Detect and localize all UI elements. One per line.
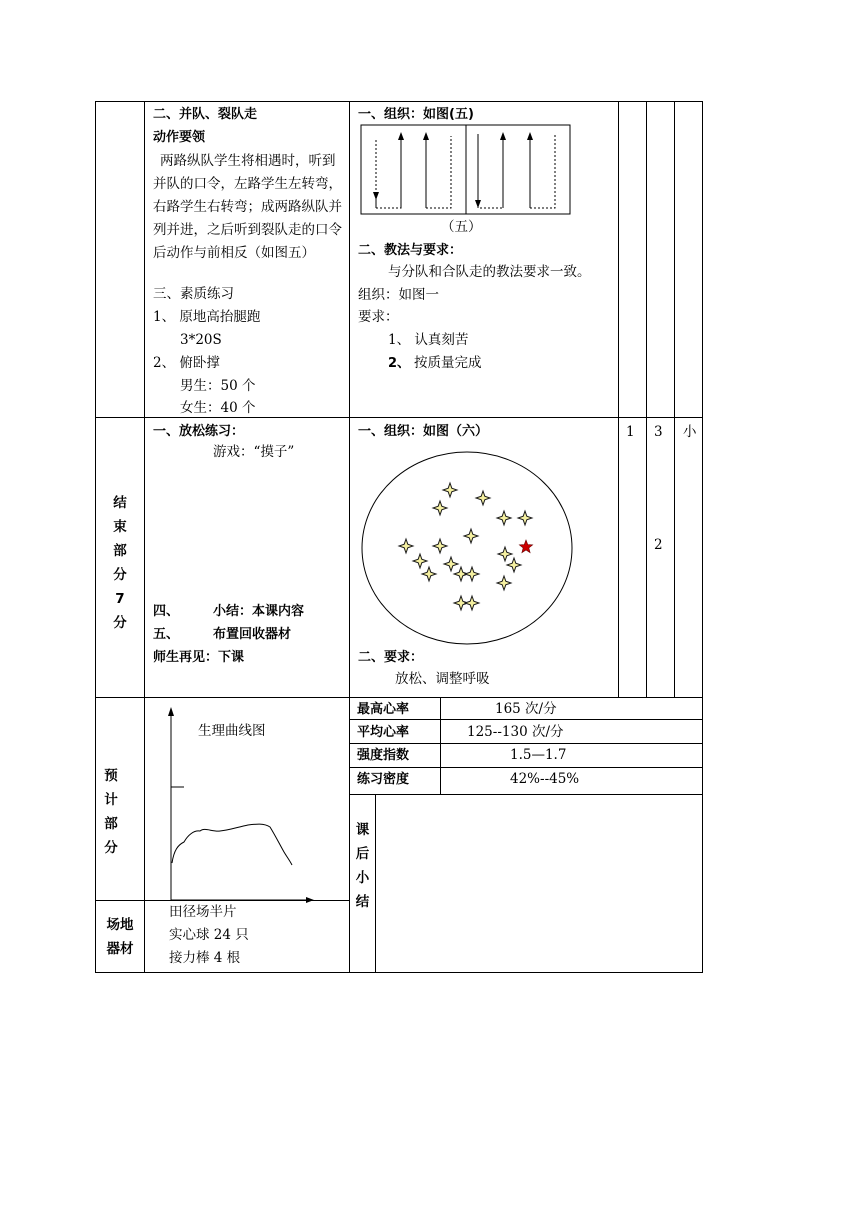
col-intensity: 小: [683, 424, 697, 440]
action-description: 两路纵队学生将相遇时，听到并队的口令，左路学生左转弯，右路学生右转弯；成两路纵队并列并进，之后听到裂队走的口令后动作与前相反（如图五）: [153, 153, 342, 261]
student-star-icon: [497, 511, 511, 525]
ending-section-label: 结 束 部 分 7 分: [113, 495, 127, 631]
org-heading: 一、组织：如图(五): [358, 107, 474, 122]
section-subheading: 动作要领: [153, 130, 206, 145]
stat-value: 42%--45%: [510, 771, 580, 787]
forecast-section-label: 预 计 部 分: [104, 768, 118, 856]
student-star-icon: [498, 547, 512, 561]
student-star-icon: [413, 554, 427, 568]
stat-label: 平均心率: [357, 725, 410, 740]
game-name: 游戏：“摸子”: [213, 444, 295, 460]
figure-five-diagram: [360, 124, 572, 216]
stat-label: 最高心率: [357, 702, 410, 717]
venue-item: 田径场半片: [169, 904, 237, 920]
student-star-icon: [433, 501, 447, 515]
student-star-icon: [476, 491, 490, 505]
stat-value: 1.5—1.7: [510, 747, 567, 763]
student-star-icon: [443, 483, 457, 497]
list-item: 男生：50 个: [180, 378, 256, 394]
method-text: 与分队和合队走的教法要求一致。: [388, 264, 591, 280]
equipment-text: 布置回收器材: [213, 627, 292, 642]
col-count: 1: [626, 424, 635, 440]
list-item: 3*20S: [180, 332, 222, 348]
red-star-icon: [519, 540, 532, 553]
list-item: 1、 原地高抬腿跑: [153, 309, 261, 325]
figure-six-diagram: [360, 450, 575, 648]
student-star-icon: [399, 539, 413, 553]
student-star-icon: [433, 539, 447, 553]
venue-item: 接力棒 4 根: [169, 950, 241, 966]
requirement-label: 要求：: [358, 309, 399, 325]
stat-value: 125--130 次/分: [467, 724, 564, 740]
summary-text: 小结：本课内容: [213, 604, 305, 619]
col-time: 3: [654, 424, 663, 440]
section-heading-merge: 二、并队、裂队走: [153, 107, 258, 122]
requirement-heading: 二、要求：: [358, 650, 424, 665]
student-star-icon: [464, 529, 478, 543]
list-item: 三、素质练习: [153, 286, 234, 302]
list-item: 女生：40 个: [180, 400, 256, 416]
requirement-item: 1、 认真刻苦: [388, 332, 469, 348]
student-star-icon: [518, 511, 532, 525]
curve-title: 生理曲线图: [198, 723, 266, 739]
org-text: 组织：如图一: [358, 287, 439, 303]
stat-label: 练习密度: [357, 772, 410, 787]
student-star-icon: [507, 558, 521, 572]
student-star-icon: [465, 596, 479, 610]
col-time-2: 2: [654, 537, 663, 553]
requirement-item: 按质量完成: [414, 355, 482, 371]
equipment-num: 五、: [153, 627, 180, 642]
venue-equipment-label: 场地 器材: [106, 917, 134, 957]
venue-item: 实心球 24 只: [169, 927, 249, 943]
list-item: 2、 俯卧撑: [153, 355, 220, 371]
requirement-item-num: 2、: [388, 356, 411, 371]
stat-label: 强度指数: [357, 748, 410, 763]
farewell-text: 师生再见：下课: [153, 650, 245, 665]
stat-value: 165 次/分: [495, 701, 557, 717]
requirement-text: 放松、调整呼吸: [395, 671, 490, 687]
student-star-icon: [422, 567, 436, 581]
org-heading-six: 一、组织：如图（六）: [358, 424, 489, 439]
summary-num: 四、: [153, 604, 180, 619]
student-star-icon: [497, 576, 511, 590]
student-star-icon: [444, 557, 458, 571]
method-heading: 二、教法与要求：: [358, 243, 463, 258]
figure-caption: （五）: [441, 219, 482, 235]
after-class-summary-label: 课 后 小 结: [355, 822, 370, 910]
student-star-icon: [465, 567, 479, 581]
relax-heading: 一、放松练习：: [153, 424, 245, 439]
